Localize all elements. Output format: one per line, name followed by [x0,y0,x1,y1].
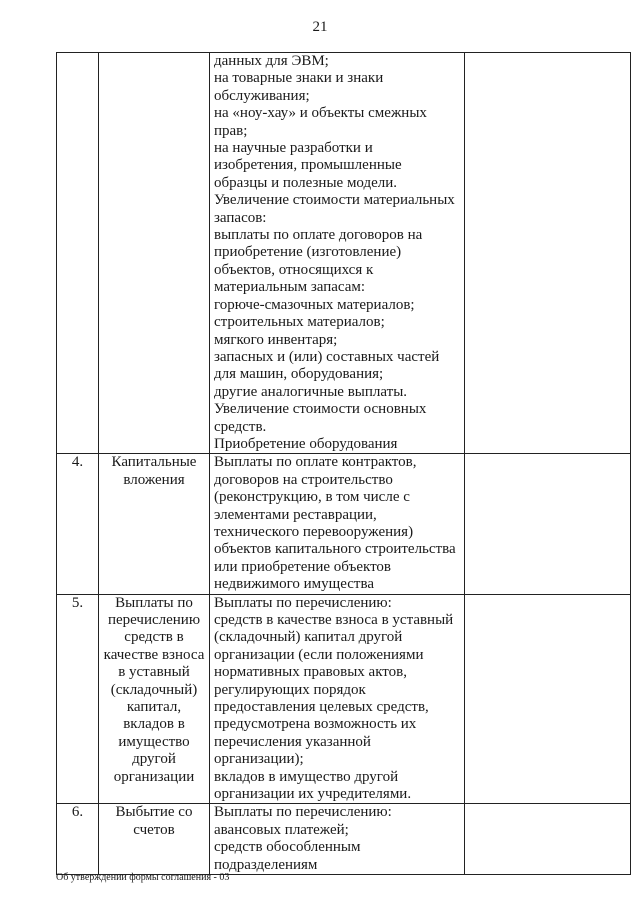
row-name-line: Выплаты по [115,594,193,611]
row-description-line: Выплаты по перечислению: [214,594,392,611]
empty-cell [465,594,631,804]
row-description-line: средств обособленным [214,839,361,856]
row-name-line: капитал, [126,699,182,716]
row-name-line: другой [132,751,176,768]
row-description-line: элементами реставрации, [214,506,377,523]
row-description-line: другие аналогичные выплаты. [214,383,408,400]
row-description-line: обслуживания; [214,87,310,104]
row-number [57,53,99,454]
row-description-line: предусмотрена возможность их [214,716,417,733]
row-description-line: или приобретение объектов [214,558,392,575]
row-number: 6. [57,804,99,875]
row-description-line: горюче-смазочных материалов; [214,296,415,313]
row-description-line: материальным запасам: [214,279,366,296]
row-name-line: (складочный) [110,681,198,698]
row-description-line: выплаты по оплате договоров на [214,227,423,244]
table-row [57,53,631,454]
row-name [99,594,210,804]
row-description-line: Выплаты по перечислению: [214,804,392,821]
row-description-line: мягкого инвентаря; [214,331,338,348]
row-name-line: перечислению [107,612,201,628]
row-description-line: нормативных правовых актов, [214,664,407,681]
row-description-line: на «ноу-хау» и объекты смежных [214,105,427,122]
table-row [57,804,631,875]
row-description-line: предоставления целевых средств, [214,699,429,716]
payments-table [56,52,631,875]
row-name [99,53,210,454]
empty-cell [465,804,631,875]
row-description-line: запасов: [214,209,267,226]
row-description-line: подразделениям [214,856,318,873]
row-description-line: регулирующих порядок [214,681,366,698]
row-name [99,454,210,594]
row-description-line: на научные разработки и [214,140,373,157]
row-description-line: данных для ЭВМ; [214,53,329,69]
row-description [210,594,465,804]
row-name-line: организации [113,768,195,785]
row-description-line: Выплаты по оплате контрактов, [214,454,417,471]
row-description [210,804,465,875]
row-name-line: качестве взноса [103,646,205,663]
row-description-line: Увеличение стоимости материальных [214,192,455,209]
row-description-line: объектов капитального строительства [214,541,456,558]
row-description-line: строительных материалов; [214,314,385,331]
row-description-line: средств. [214,418,267,435]
row-description-line: недвижимого имущества [214,576,374,593]
row-name-line: счетов [133,821,175,838]
empty-cell [465,53,631,454]
row-number: 5. [57,594,99,804]
row-description-line: для машин, оборудования; [214,366,384,383]
row-description-line: образцы и полезные модели. [214,174,398,191]
table-row [57,594,631,804]
row-description-line: вкладов в имущество другой [214,768,399,785]
row-description-line: (реконструкцию, в том числе с [214,489,410,506]
row-name-line: в уставный [118,664,190,681]
row-description-line: Приобретение оборудования [214,435,398,452]
row-description-line: организации их учредителями. [214,786,412,803]
row-description-line: технического перевооружения) [214,523,414,540]
page-number: 21 [312,19,328,35]
row-description-line: на товарные знаки и знаки [214,70,384,87]
row-number: 4. [57,454,99,594]
row-description-line: авансовых платежей; [214,821,349,838]
row-description-line: организации (если положениями [214,646,424,663]
empty-cell [465,454,631,594]
row-description-line: средств в качестве взноса в уставный [214,612,454,628]
row-name-line: вложения [123,471,185,488]
row-description-line: (складочный) капитал другой [214,629,403,646]
row-description-line: изобретения, промышленные [214,157,402,174]
row-name-line: вкладов в [123,716,185,733]
row-description [210,53,465,454]
row-description [210,454,465,594]
row-name-line: средств в [124,629,184,646]
row-description-line: договоров на строительство [214,471,393,488]
row-description-line: организации); [214,751,304,768]
row-description-line: Увеличение стоимости основных [214,401,427,418]
row-description-line: приобретение (изготовление) [214,244,402,261]
row-description-line: объектов, относящихся к [214,261,374,278]
row-name [99,804,210,875]
table-row [57,454,631,594]
row-name-line: Капитальные [111,454,197,471]
row-name-line: имущество [118,733,190,750]
row-description-line: запасных и (или) составных частей [214,348,440,365]
document-footer: Об утверждении формы соглашения - 03 [56,872,230,883]
row-name-line: Выбытие со [115,804,193,821]
row-description-line: перечисления указанной [214,733,371,750]
row-description-line: прав; [214,122,248,139]
